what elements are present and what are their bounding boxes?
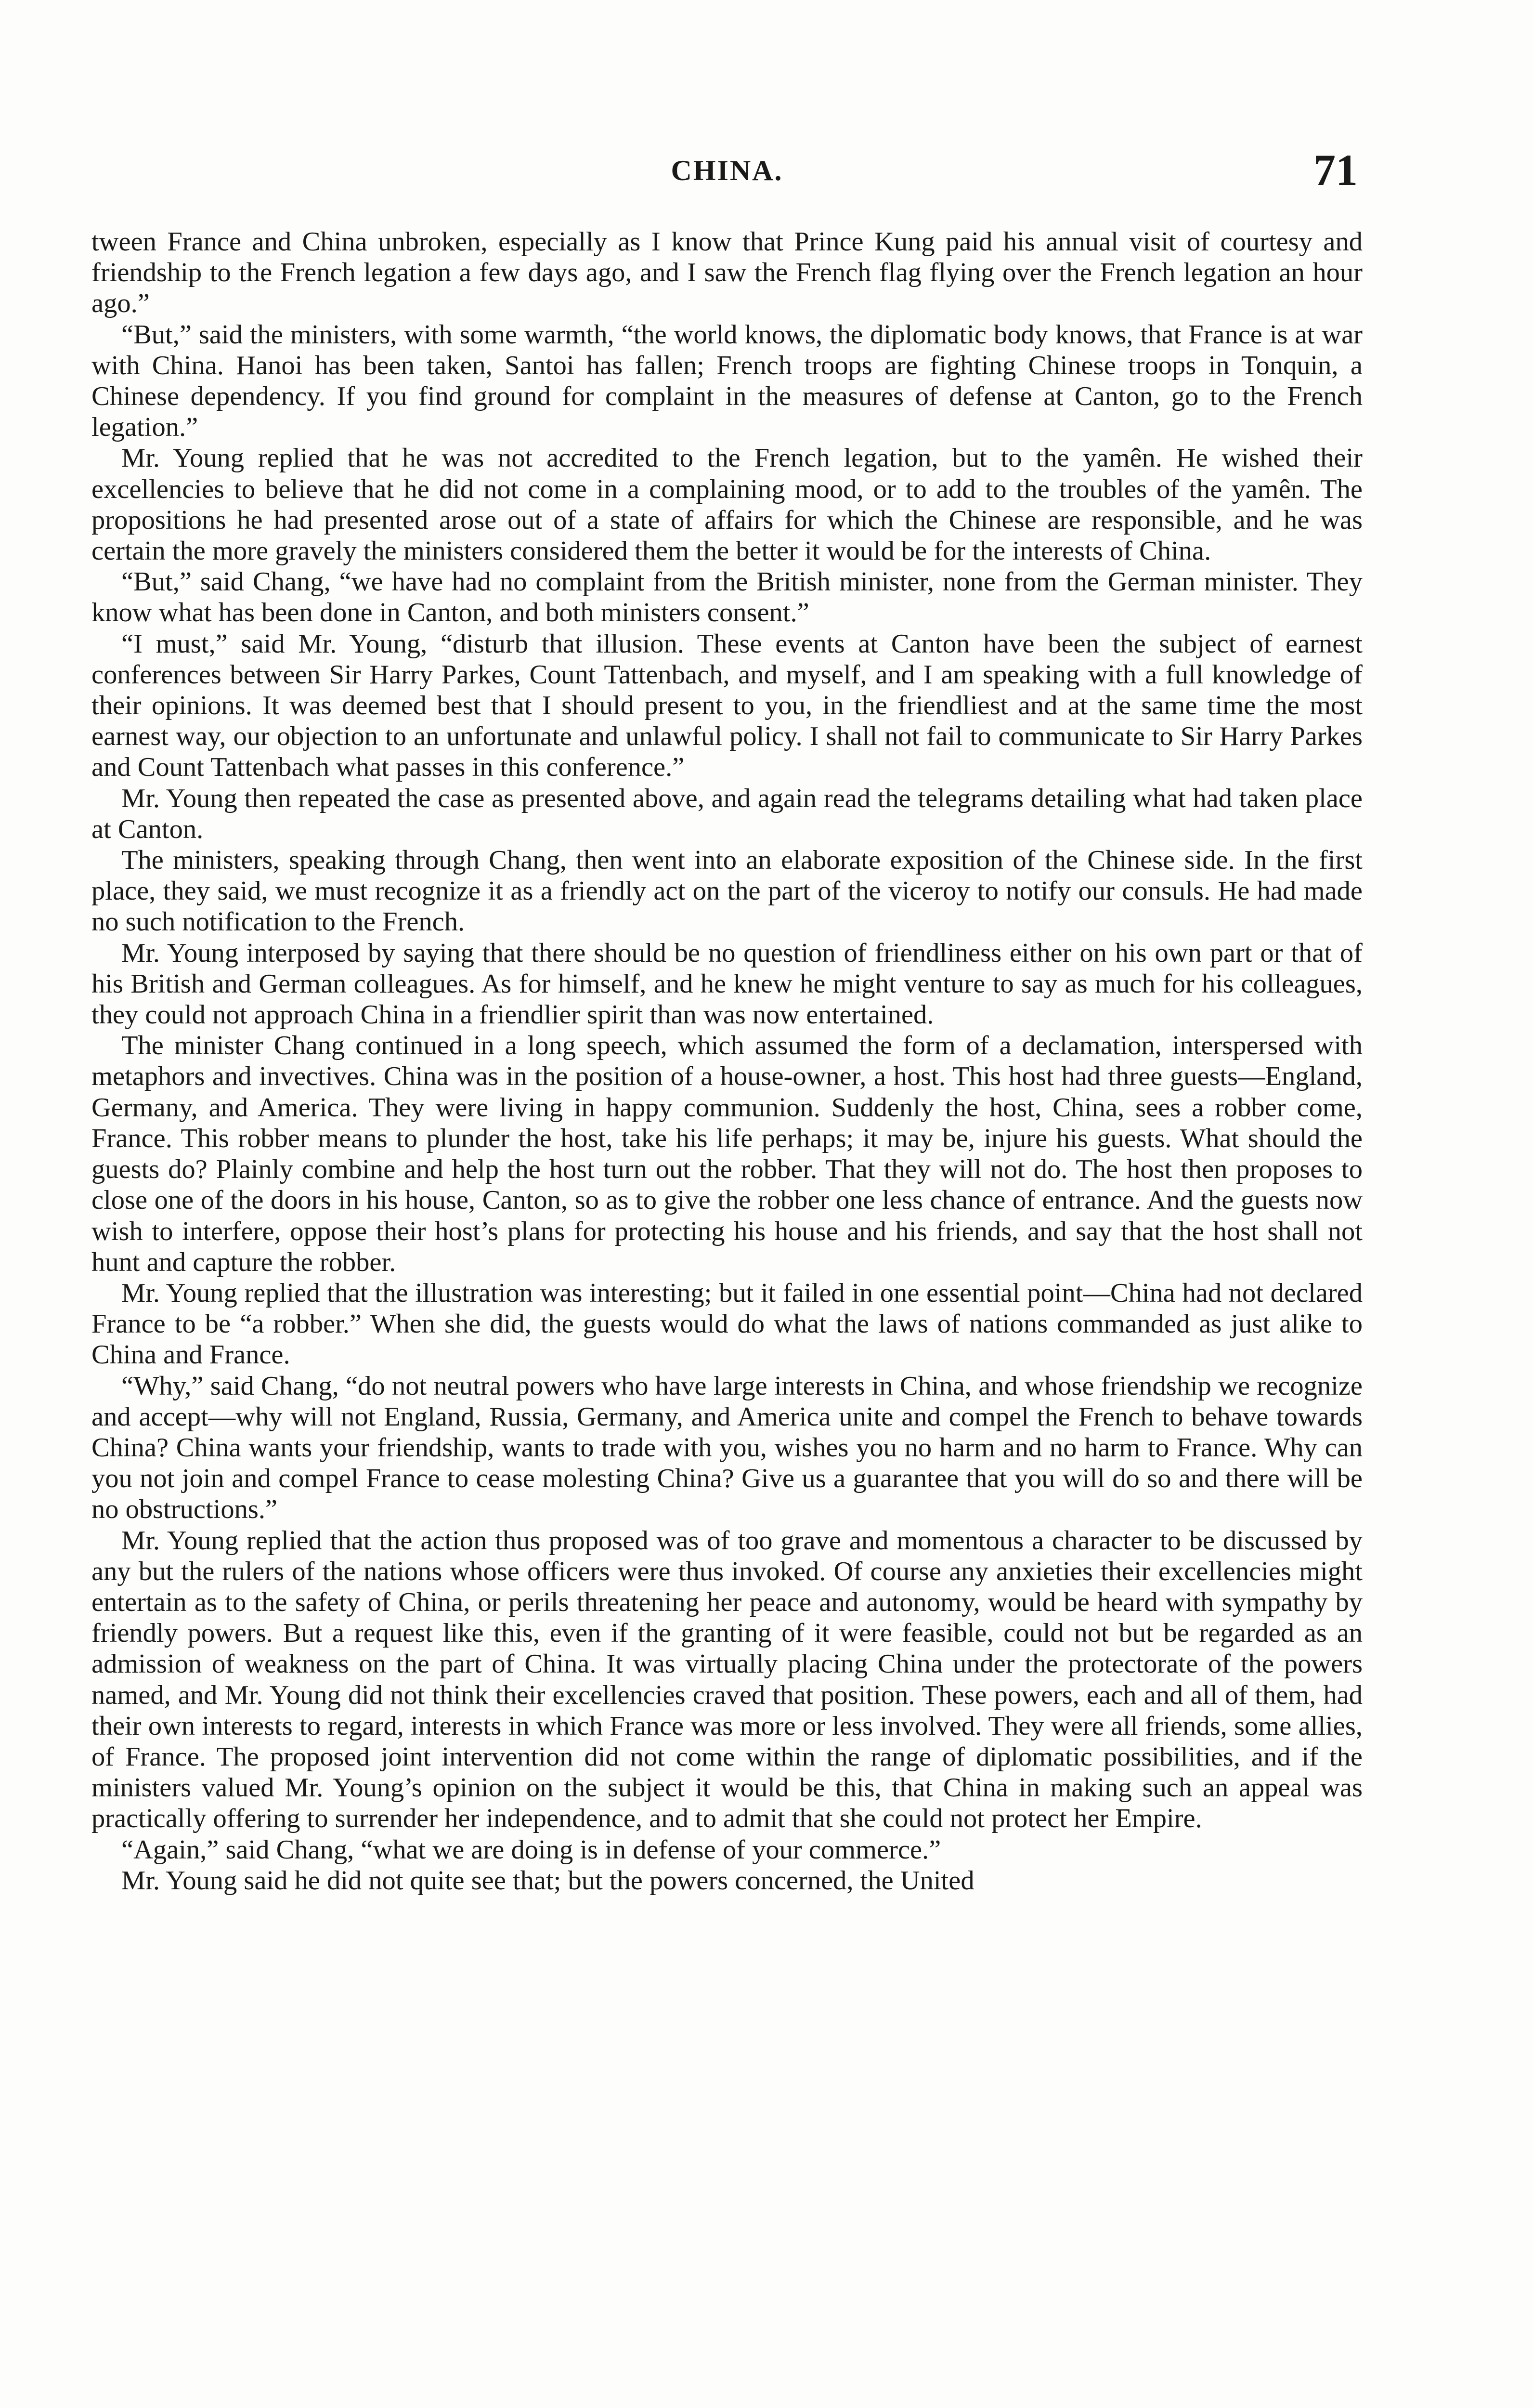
running-head bbox=[91, 144, 1363, 197]
paragraph: “Again,” said Chang, “what we are doing is in defense of your commerce.” bbox=[121, 1834, 941, 1865]
paragraph: The ministers, speaking through Chang, then went into an elaborate exposition of the Chinese side. In the first place, they said, we must recognize it as a friendly act on the part of the viceroy to notify our consuls. He had made no such notification to the French. bbox=[91, 845, 1363, 937]
paragraph: “But,” said Chang, “we have had no complaint from the British minister, none from the German minister. They know what has been done in Canton, and both ministers consent.” bbox=[91, 567, 1363, 628]
paragraph: Mr. Young replied that the action thus proposed was of too grave and momentous a character to be discussed by any but the rulers of the nations whose officers were thus invoked. Of course any anxieties their excellencies might entertain as to the safety of China, or perils threatening her peace and autonomy, would be heard with sympathy by friendly powers. But a request like this, even if the granting of it were feasible, could not but be regarded as an admission of weakness on the part of China. It was virtually placing China under the protectorate of the powers named, and Mr. Young did not think their excellencies craved that position. These powers, each and all of them, had their own interests to regard, interests in which France was more or less involved. They were all friends, some allies, of France. The proposed joint intervention did not come within the range of diplomatic possibilities, and if the ministers valued Mr. Young’s opinion on the subject it would be this, that China in making such an appeal was practically offering to surrender her independence, and to admit that she could not protect her Empire. bbox=[91, 1525, 1363, 1834]
paragraph: “Why,” said Chang, “do not neutral powers who have large interests in China, and whose friendship we recognize and accept—why will not England, Russia, Germany, and America unite and compel the French to behave towards China? China wants your friendship, wants to trade with you, wishes you no harm and no harm to France. Why can you not join and compel France to cease molesting China? Give us a guarantee that you will do so and there will be no obstructions.” bbox=[91, 1371, 1363, 1525]
paragraph: The minister Chang continued in a long speech, which assumed the form of a declamation, interspersed with metaphors and invectives. China was in the position of a house-owner, a host. This host had three guests—England, Germany, and America. They were living in happy communion. Suddenly the host, China, sees a robber come, France. This robber means to plunder the host, take his life perhaps; it may be, injure his guests. What should the guests do? Plainly combine and help the host turn out the robber. That they will not do. The host then proposes to close one of the doors in his house, Canton, so as to give the robber one less chance of entrance. And the guests now wish to interfere, oppose their host’s plans for protecting his house and his friends, and say that the host shall not hunt and capture the robber. bbox=[91, 1031, 1363, 1277]
paragraph: Mr. Young replied that the illustration was interesting; but it failed in one essential point—China had not declared France to be “a robber.” When she did, the guests would do what the laws of nations commanded as just alike to China and France. bbox=[91, 1278, 1363, 1370]
paragraph: Mr. Young said he did not quite see that; but the powers concerned, the United bbox=[121, 1865, 974, 1896]
paragraph: “I must,” said Mr. Young, “disturb that illusion. These events at Canton have been the subject of earnest conferences between Sir Harry Parkes, Count Tattenbach, and myself, and I am speaking with a full knowledge of their opinions. It was deemed best that I should present to you, in the friendliest and at the same time the most earnest way, our objection to an unfortunate and unlawful policy. I shall not fail to communicate to Sir Harry Parkes and Count Tattenbach what passes in this conference.” bbox=[91, 628, 1363, 783]
paragraph: Mr. Young interposed by saying that there should be no question of friendliness either on his own part or that of his British and German colleagues. As for himself, and he knew he might venture to say as much for his colleagues, they could not approach China in a friendlier spirit than was now entertained. bbox=[91, 938, 1363, 1030]
body-text bbox=[91, 226, 1363, 1896]
paragraph: tween France and China unbroken, especially as I know that Prince Kung paid his annual visit of courtesy and friendship to the French legation a few days ago, and I saw the French flag flying over the French legation an hour ago.” bbox=[91, 227, 1363, 319]
paragraph: Mr. Young then repeated the case as presented above, and again read the telegrams detailing what had taken place at Canton. bbox=[91, 783, 1363, 844]
page-number: 71 bbox=[1313, 145, 1358, 195]
page-title: CHINA. bbox=[671, 155, 783, 186]
paragraph: “But,” said the ministers, with some warmth, “the world knows, the diplomatic body knows, that France is at war with China. Hanoi has been taken, Santoi has fallen; French troops are fighting Chinese troops in Tonquin, a Chinese dependency. If you find ground for complaint in the measures of defense at Canton, go to the French legation.” bbox=[91, 319, 1363, 443]
paragraph: Mr. Young replied that he was not accredited to the French legation, but to the yamên. He wished their excellencies to believe that he did not come in a complaining mood, or to add to the troubles of the yamên. The propositions he had presented arose out of a state of affairs for which the Chinese are responsible, and he was certain the more gravely the ministers considered them the better it would be for the interests of China. bbox=[91, 443, 1363, 566]
